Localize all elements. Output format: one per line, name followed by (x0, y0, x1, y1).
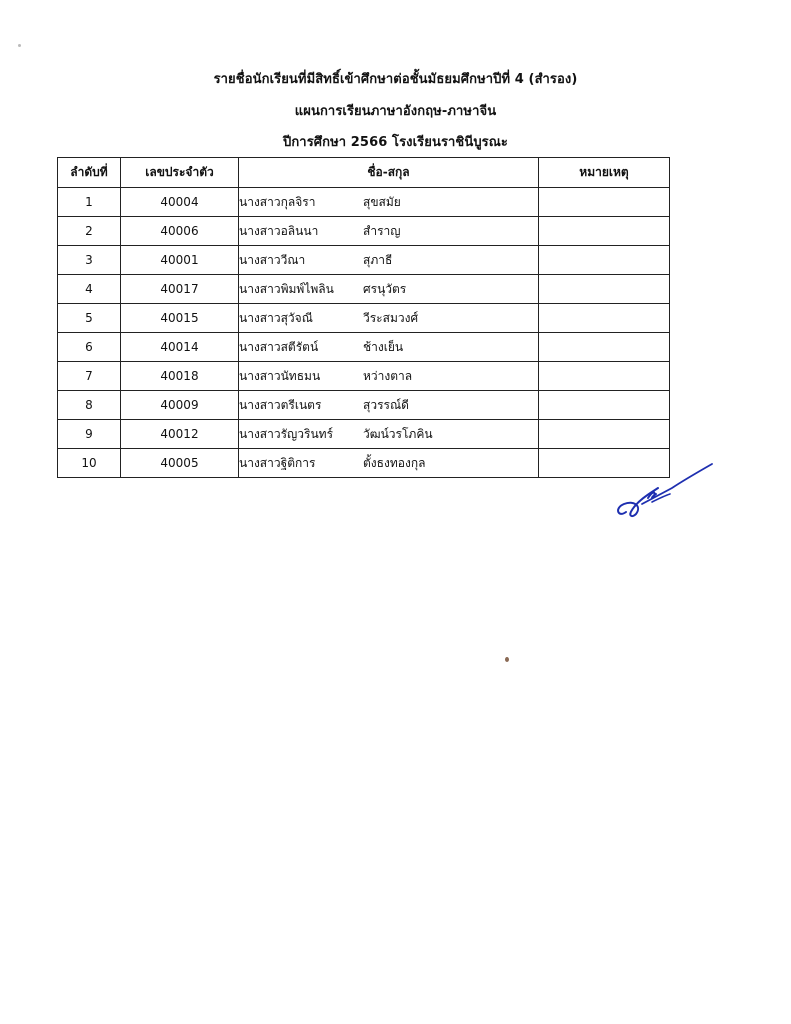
document-title: รายชื่อนักเรียนที่มีสิทธิ์เข้าศึกษาต่อชั้นมัธยมศึกษาปีที่ 4 (สำรอง) (213, 72, 578, 87)
row-number: 7 (58, 362, 121, 391)
row-remark (539, 333, 670, 362)
row-first-name: นางสาวสตีรัตน์ (239, 339, 319, 354)
table-row (58, 333, 670, 362)
row-full-name (239, 362, 539, 391)
row-first-name: นางสาวนัทธมน (239, 368, 321, 383)
row-full-name (239, 333, 539, 362)
row-full-name (239, 449, 539, 478)
row-full-name (239, 275, 539, 304)
row-first-name: นางสาวฐิติการ (239, 455, 316, 470)
row-last-name: สุภาธี (363, 252, 393, 267)
row-full-name (239, 304, 539, 333)
row-number: 8 (58, 391, 121, 420)
row-full-name (239, 391, 539, 420)
row-first-name: นางสาวอลินนา (239, 223, 319, 238)
row-number: 1 (58, 188, 121, 217)
row-remark (539, 188, 670, 217)
table-body (58, 188, 670, 478)
table-row (58, 362, 670, 391)
row-full-name (239, 217, 539, 246)
row-first-name: นางสาววีณา (239, 252, 306, 267)
row-last-name: สำราญ (363, 223, 401, 238)
row-last-name: ตั้งธงทองกุล (363, 455, 426, 470)
table-row (58, 246, 670, 275)
row-remark (539, 246, 670, 275)
row-last-name: วัฒน์วรโภคิน (363, 426, 433, 441)
row-remark (539, 275, 670, 304)
row-number: 9 (58, 420, 121, 449)
table-row (58, 188, 670, 217)
row-number: 5 (58, 304, 121, 333)
row-number: 3 (58, 246, 121, 275)
table-row (58, 304, 670, 333)
row-first-name: นางสาวรัญวรินทร์ (239, 426, 334, 441)
row-number: 6 (58, 333, 121, 362)
row-student-id: 40014 (121, 333, 239, 362)
row-number: 4 (58, 275, 121, 304)
row-first-name: นางสาวกุลจิรา (239, 194, 316, 209)
row-last-name: ศรนุวัตร (363, 281, 407, 296)
row-remark (539, 304, 670, 333)
row-first-name: นางสาวสุวัจณี (239, 310, 313, 325)
header-number: ลำดับที่ (58, 158, 121, 188)
row-remark (539, 362, 670, 391)
row-remark (539, 217, 670, 246)
row-last-name: ช้างเย็น (363, 339, 404, 354)
row-full-name (239, 188, 539, 217)
row-first-name: นางสาวตรีเนตร (239, 397, 322, 412)
header-student-id: เลขประจำตัว (121, 158, 239, 188)
row-first-name: นางสาวพิมพ์ไพลิน (239, 281, 334, 296)
row-student-id: 40012 (121, 420, 239, 449)
header-remark: หมายเหตุ (539, 158, 670, 188)
table-row (58, 275, 670, 304)
student-roster-table (57, 157, 670, 478)
document-subtitle-program: แผนการเรียนภาษาอังกฤษ-ภาษาจีน (294, 104, 497, 119)
table-row (58, 217, 670, 246)
row-student-id: 40006 (121, 217, 239, 246)
paper-speck (18, 44, 21, 47)
row-student-id: 40015 (121, 304, 239, 333)
row-number: 10 (58, 449, 121, 478)
paper-speck (505, 657, 509, 662)
row-student-id: 40009 (121, 391, 239, 420)
row-student-id: 40017 (121, 275, 239, 304)
table-row (58, 420, 670, 449)
row-last-name: สุขสมัย (363, 194, 401, 209)
row-number: 2 (58, 217, 121, 246)
row-last-name: วีระสมวงศ์ (363, 310, 419, 325)
row-student-id: 40001 (121, 246, 239, 275)
table-row (58, 449, 670, 478)
row-remark (539, 391, 670, 420)
table-header-row (58, 158, 670, 188)
header-name: ชื่อ-สกุล (239, 158, 539, 188)
row-student-id: 40005 (121, 449, 239, 478)
row-last-name: หว่างตาล (363, 368, 413, 383)
row-full-name (239, 246, 539, 275)
row-full-name (239, 420, 539, 449)
document-subtitle-year-school: ปีการศึกษา 2566 โรงเรียนราชินีบูรณะ (282, 135, 509, 150)
row-remark (539, 420, 670, 449)
row-last-name: สุวรรณ์ดี (363, 397, 409, 412)
row-student-id: 40018 (121, 362, 239, 391)
signature-icon (612, 458, 722, 522)
table-row (58, 391, 670, 420)
row-student-id: 40004 (121, 188, 239, 217)
